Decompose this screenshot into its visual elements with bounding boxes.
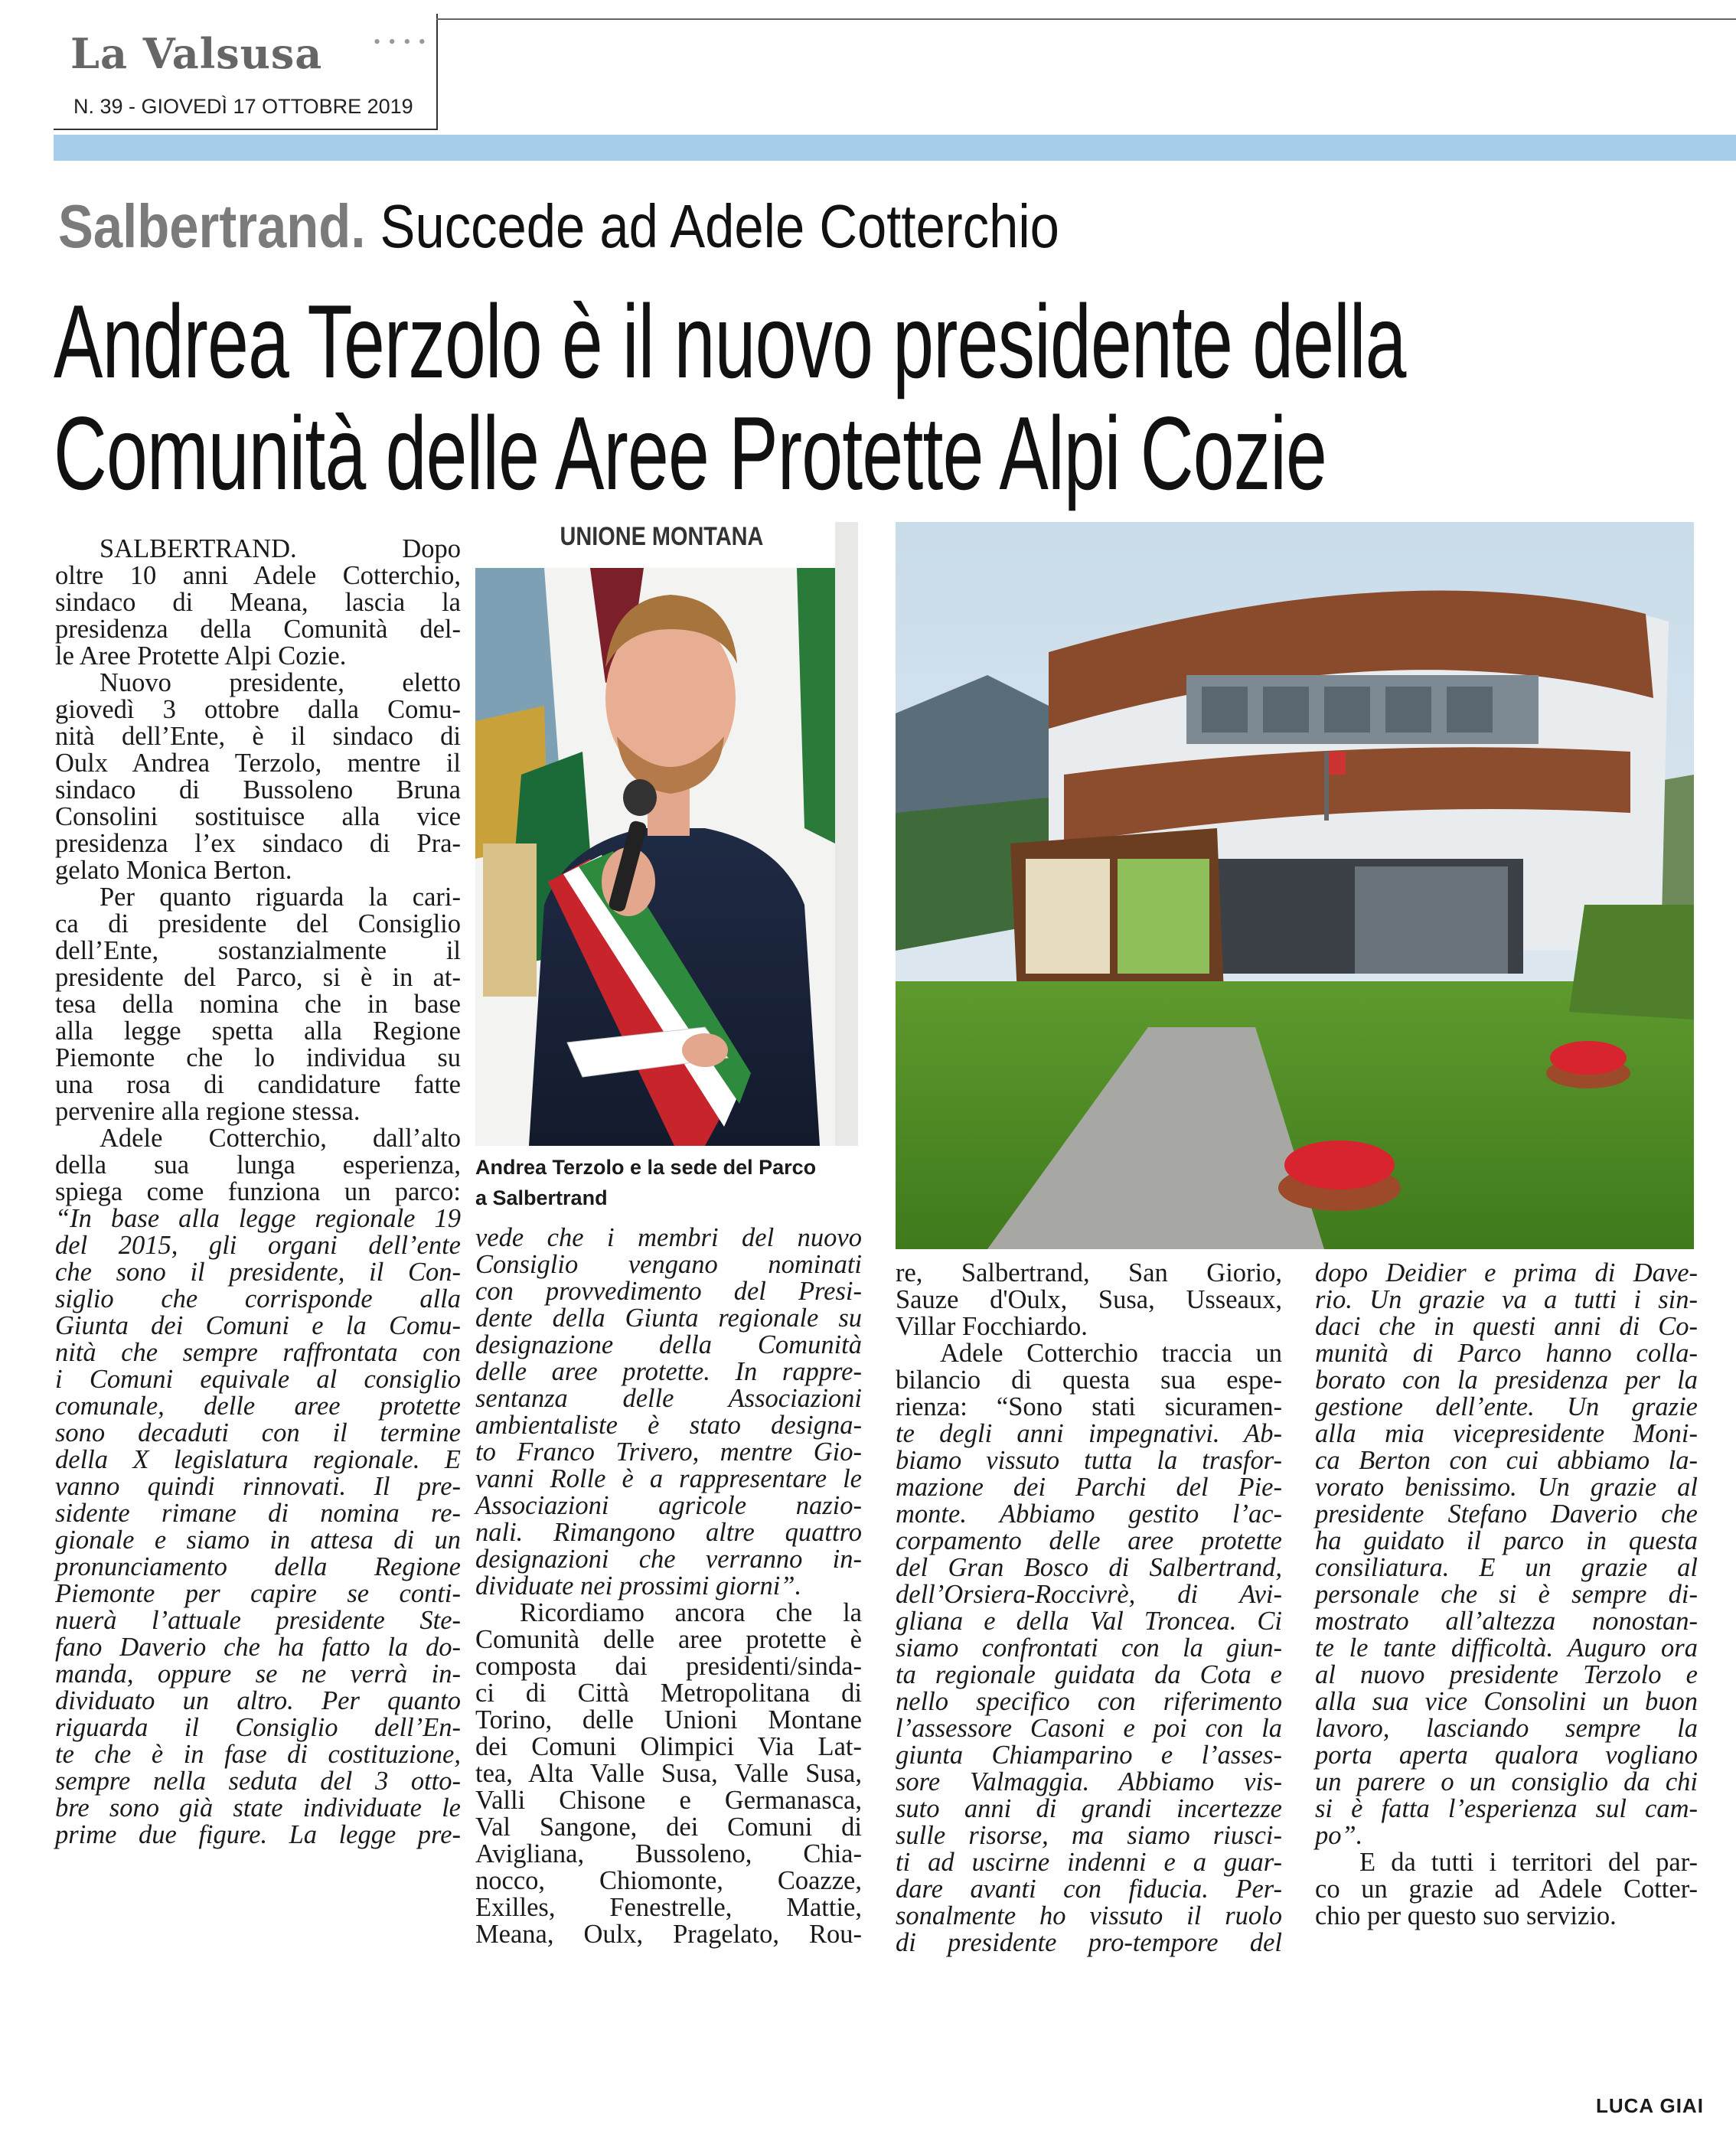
text-line: dente della Giunta regionale su bbox=[475, 1304, 862, 1333]
text-line: del 2015, gli organi dell’ente bbox=[55, 1231, 461, 1260]
text-line: Sauze d'Oulx, Susa, Usseaux, bbox=[896, 1285, 1282, 1314]
text-line: un parere o un consiglio da chi bbox=[1315, 1767, 1698, 1796]
text-line: ambientaliste è stato designa- bbox=[475, 1411, 862, 1440]
text-line: presidenza della Comunità del- bbox=[55, 615, 461, 644]
text-line: Meana, Oulx, Pragelato, Rou- bbox=[475, 1920, 862, 1949]
text-line: gestione dell’ente. Un grazie bbox=[1315, 1392, 1698, 1421]
text-line: prime due figure. La legge pre- bbox=[55, 1820, 461, 1849]
text-line: bilancio di questa sua espe- bbox=[896, 1366, 1282, 1395]
text-line: i Comuni equivale al consiglio bbox=[55, 1365, 461, 1394]
kicker bbox=[58, 191, 1059, 262]
text-line: gionale e siamo in attesa di un bbox=[55, 1525, 461, 1555]
text-line: corpamento delle aree protette bbox=[896, 1526, 1282, 1555]
text-line: siamo confrontati con la giun- bbox=[896, 1633, 1282, 1662]
text-line: ca Berton con cui abbiamo la- bbox=[1315, 1446, 1698, 1475]
text-line: biamo vissuto tutta la trasfor- bbox=[896, 1446, 1282, 1475]
text-line: presidente Stefano Daverio che bbox=[1315, 1499, 1698, 1529]
text-line: del Gran Bosco di Salbertrand, bbox=[896, 1553, 1282, 1582]
text-line: sonalmente ho vissuto il ruolo bbox=[896, 1901, 1282, 1930]
text-line: E da tutti i territori del par- bbox=[1359, 1848, 1698, 1877]
text-line: una rosa di candidature fatte bbox=[55, 1070, 461, 1099]
text-line: designazioni che verranno in- bbox=[475, 1545, 862, 1574]
text-line: della X legislatura regionale. E bbox=[55, 1445, 461, 1474]
text-line: vanno quindi rinnovati. Il pre- bbox=[55, 1472, 461, 1501]
section-band bbox=[54, 135, 1736, 161]
text-line: ta regionale guidata da Cota e bbox=[896, 1660, 1282, 1689]
article-column-1 bbox=[55, 536, 461, 1848]
text-line: consiliatura. E un grazie al bbox=[1315, 1553, 1698, 1582]
text-line: alla legge spetta alla Regione bbox=[55, 1016, 461, 1046]
byline: LUCA GIAI bbox=[1596, 2094, 1704, 2117]
text-line: vorato benissimo. Un grazie al bbox=[1315, 1473, 1698, 1502]
text-line: dell’Orsiera-Roccivrè, di Avi- bbox=[896, 1580, 1282, 1609]
issue-date: N. 39 - GIOVEDÌ 17 OTTOBRE 2019 bbox=[73, 95, 413, 118]
text-line: sulle risorse, ma siamo riusci- bbox=[896, 1821, 1282, 1850]
text-line: co un grazie ad Adele Cotter- bbox=[1315, 1875, 1698, 1904]
text-line: si è fatta l’esperienza sul cam- bbox=[1315, 1794, 1698, 1823]
headline-line-1: Andrea Terzolo è il nuovo presidente della bbox=[54, 283, 1406, 400]
text-line: te che è in fase di costituzione, bbox=[55, 1740, 461, 1769]
text-line: re, Salbertrand, San Giorio, bbox=[896, 1258, 1282, 1287]
text-line: comunale, delle aree protette bbox=[55, 1392, 461, 1421]
text-line: nità che sempre raffrontata con bbox=[55, 1338, 461, 1367]
text-line: Avigliana, Bussoleno, Chia- bbox=[475, 1839, 862, 1868]
text-line: bre sono già state individuate le bbox=[55, 1793, 461, 1822]
text-line: te degli anni impegnativi. Ab- bbox=[896, 1419, 1282, 1448]
text-line: sono decaduti con il termine bbox=[55, 1418, 461, 1447]
text-line: riguarda il Consiglio dell’En- bbox=[55, 1713, 461, 1742]
photo-caption bbox=[475, 1152, 873, 1213]
text-line: Torino, delle Unioni Montane bbox=[475, 1705, 862, 1734]
text-line: monte. Abbiamo gestito l’ac- bbox=[896, 1499, 1282, 1529]
text-line: oltre 10 anni Adele Cotterchio, bbox=[55, 561, 461, 590]
article-column-3 bbox=[896, 1260, 1282, 1956]
text-line: Consiglio vengano nominati bbox=[475, 1250, 862, 1279]
banner-text: UNIONE MONTANA bbox=[560, 522, 764, 551]
text-line: dei Comuni Olimpici Via Lat- bbox=[475, 1732, 862, 1761]
text-line: con provvedimento del Presi- bbox=[475, 1277, 862, 1306]
text-line: Per quanto riguarda la cari- bbox=[100, 883, 461, 912]
text-line: dividuate nei prossimi giorni”. bbox=[475, 1571, 802, 1600]
text-line: che sono il presidente, il Con- bbox=[55, 1258, 461, 1287]
text-line: presidenza l’ex sindaco di Pra- bbox=[55, 829, 461, 858]
text-line: siglio che corrisponde alla bbox=[55, 1284, 461, 1313]
text-line: Exilles, Fenestrelle, Mattie, bbox=[475, 1893, 862, 1922]
text-line: sore Valmaggia. Abbiamo vis- bbox=[896, 1767, 1282, 1796]
caption-line-2: a Salbertrand bbox=[475, 1186, 608, 1209]
text-line: Consolini sostituisce alla vice bbox=[55, 802, 461, 831]
text-line: vede che i membri del nuovo bbox=[475, 1223, 862, 1252]
text-line: di presidente pro-tempore del bbox=[896, 1928, 1282, 1957]
text-line: Piemonte per capire se conti- bbox=[55, 1579, 461, 1608]
text-line: nocco, Chiomonte, Coazze, bbox=[475, 1866, 862, 1895]
article-column-4 bbox=[1315, 1260, 1698, 1930]
text-line: sindaco di Meana, lascia la bbox=[55, 588, 461, 617]
text-line: vanni Rolle è a rappresentare le bbox=[475, 1464, 862, 1493]
text-line: Adele Cotterchio, dall’alto bbox=[100, 1124, 461, 1153]
text-line: gliana e della Val Troncea. Ci bbox=[896, 1607, 1282, 1636]
text-line: mazione dei Parchi del Pie- bbox=[896, 1473, 1282, 1502]
kicker-text: Succede ad Adele Cotterchio bbox=[365, 192, 1059, 260]
text-line: te le tante difficoltà. Auguro ora bbox=[1315, 1633, 1698, 1662]
text-line: dividuato un altro. Per quanto bbox=[55, 1686, 461, 1715]
text-line: alla sua vice Consolini un buon bbox=[1315, 1687, 1698, 1716]
caption-line-1: Andrea Terzolo e la sede del Parco bbox=[475, 1156, 817, 1179]
text-line: Ricordiamo ancora che la bbox=[520, 1598, 862, 1627]
text-line: giovedì 3 ottobre dalla Comu- bbox=[55, 695, 461, 724]
text-line: Villar Focchiardo. bbox=[896, 1312, 1088, 1341]
text-line: designazione della Comunità bbox=[475, 1330, 862, 1359]
text-line: nità dell’Ente, è il sindaco di bbox=[55, 722, 461, 751]
kicker-place: Salbertrand. bbox=[58, 192, 366, 260]
text-line: sidente rimane di nomina re- bbox=[55, 1499, 461, 1528]
text-line: chio per questo suo servizio. bbox=[1315, 1901, 1617, 1930]
park-headquarters-photo bbox=[896, 522, 1694, 1249]
text-line: gelato Monica Berton. bbox=[55, 856, 292, 885]
text-line: Valli Chisone e Germanasca, bbox=[475, 1786, 862, 1815]
text-line: giunta Chiamparino e l’asses- bbox=[896, 1741, 1282, 1770]
text-line: le Aree Protette Alpi Cozie. bbox=[55, 641, 347, 671]
text-line: personale che si è sempre di- bbox=[1315, 1580, 1698, 1609]
text-line: sindaco di Bussoleno Bruna bbox=[55, 775, 461, 804]
text-line: pronunciamento della Regione bbox=[55, 1552, 461, 1581]
text-line: pervenire alla regione stessa. bbox=[55, 1097, 361, 1126]
text-line: sentanza delle Associazioni bbox=[475, 1384, 862, 1413]
speaker-photo bbox=[475, 522, 858, 1146]
text-line: nali. Rimangono altre quattro bbox=[475, 1518, 862, 1547]
text-line: Oulx Andrea Terzolo, mentre il bbox=[55, 749, 461, 778]
text-line: dell’Ente, sostanzialmente il bbox=[55, 936, 461, 965]
text-line: “In base alla legge regionale 19 bbox=[55, 1204, 461, 1233]
text-line: composta dai presidenti/sinda- bbox=[475, 1652, 862, 1681]
text-line: al nuovo presidente Terzolo e bbox=[1315, 1660, 1698, 1689]
headline-line-2: Comunità delle Aree Protette Alpi Cozie bbox=[54, 395, 1327, 511]
text-line: fano Daverio che ha fatto la do- bbox=[55, 1633, 461, 1662]
text-line: to Franco Trivero, mentre Gio- bbox=[475, 1437, 862, 1467]
text-line: suto anni di grandi incertezze bbox=[896, 1794, 1282, 1823]
text-line: tea, Alta Valle Susa, Valle Susa, bbox=[475, 1759, 862, 1788]
text-line: l’assessore Casoni e poi con la bbox=[896, 1714, 1282, 1743]
text-line: alla mia vicepresidente Moni- bbox=[1315, 1419, 1698, 1448]
text-line: porta aperta qualora vogliano bbox=[1315, 1741, 1698, 1770]
text-line: mostrato all’altezza nonostan- bbox=[1315, 1607, 1698, 1636]
top-rule bbox=[436, 18, 1736, 20]
text-line: nello specifico con riferimento bbox=[896, 1687, 1282, 1716]
text-line: nuerà l’attuale presidente Ste- bbox=[55, 1606, 461, 1635]
text-line: Piemonte che lo individua su bbox=[55, 1043, 461, 1072]
text-line: ci di Città Metropolitana di bbox=[475, 1679, 862, 1708]
text-line: po”. bbox=[1315, 1821, 1363, 1850]
article-column-2 bbox=[475, 1225, 862, 1948]
text-line: Nuovo presidente, eletto bbox=[100, 668, 461, 697]
text-line: rienza: “Sono stati sicuramen- bbox=[896, 1392, 1282, 1421]
text-line: lavoro, lasciando sempre la bbox=[1315, 1714, 1698, 1743]
text-line: dare avanti con fiducia. Per- bbox=[896, 1875, 1282, 1904]
text-line: Associazioni agricole nazio- bbox=[475, 1491, 862, 1520]
text-line: Giunta dei Comuni e la Comu- bbox=[55, 1311, 461, 1340]
text-line: delle aree protette. In rappre- bbox=[475, 1357, 862, 1386]
text-line: tesa della nomina che in base bbox=[55, 990, 461, 1019]
text-line: borato con la presidenza per la bbox=[1315, 1366, 1698, 1395]
text-line: dopo Deidier e prima di Dave- bbox=[1315, 1258, 1698, 1287]
text-line: sempre nella seduta del 3 otto- bbox=[55, 1767, 461, 1796]
masthead-dots: • • • • bbox=[374, 31, 427, 53]
text-line: manda, oppure se ne verrà in- bbox=[55, 1659, 461, 1689]
text-line: ca di presidente del Consiglio bbox=[55, 909, 461, 938]
text-line: Adele Cotterchio traccia un bbox=[940, 1339, 1282, 1368]
text-line: della sua lunga esperienza, bbox=[55, 1150, 461, 1180]
text-line: rio. Un grazie va a tutti i sin- bbox=[1315, 1285, 1698, 1314]
text-line: munità di Parco hanno colla- bbox=[1315, 1339, 1698, 1368]
text-line: presidente del Parco, si è in at- bbox=[55, 963, 461, 992]
text-line: spiega come funziona un parco: bbox=[55, 1177, 461, 1206]
text-line: Comunità delle aree protette è bbox=[475, 1625, 862, 1654]
text-line: Val Sangone, dei Comuni di bbox=[475, 1813, 862, 1842]
newspaper-name: La Valsusa bbox=[70, 29, 323, 78]
text-line: ha guidato il parco in questa bbox=[1315, 1526, 1698, 1555]
text-line: ti ad uscirne indenni e a guar- bbox=[896, 1848, 1282, 1877]
text-line: daci che in questi anni di Co- bbox=[1315, 1312, 1698, 1341]
text-line: SALBERTRAND. Dopo bbox=[100, 534, 461, 563]
